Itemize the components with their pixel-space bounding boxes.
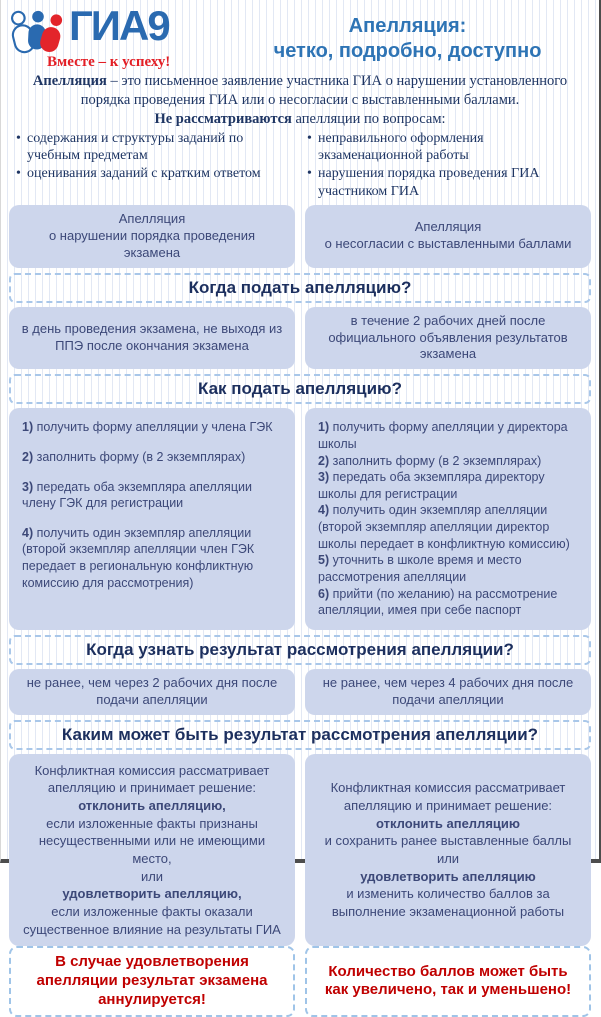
result-line: Конфликтная комиссия рассматривает апелляцию и принимает решение:	[34, 762, 270, 796]
step-text: передать оба экземпляра директору школы для регистрации	[318, 470, 545, 501]
result-line: и изменить количество баллов за выполнение экзаменационной работы	[331, 886, 565, 919]
step-number: 3)	[318, 470, 330, 485]
bullet-list-left	[13, 130, 296, 201]
bullet-item: • неправильного оформления экзаменационной работы	[304, 130, 587, 165]
step-text: передать оба экземпляра апелляции члену ГЭК для регистрации	[22, 479, 252, 511]
appeal-type-box-right	[305, 205, 591, 268]
warning-row	[9, 946, 591, 1016]
step-item	[22, 419, 282, 436]
intro-lead-text: – это письменное заявление участника ГИА о нарушении установленного порядка проведения ГИА или о несогласии с выставленными баллами.	[80, 73, 568, 108]
appeal-type-row	[9, 205, 591, 268]
not-considered-term: Не рассматриваются	[154, 110, 292, 127]
appeal-type-right-line2: о несогласии с выставленными баллами	[324, 236, 572, 252]
result-box-left	[9, 754, 295, 947]
step-number: 4)	[318, 503, 330, 518]
result-line: если изложенные факты признаны несущественными или не имеющими место,	[38, 815, 266, 866]
step-item	[22, 479, 282, 512]
step-number: 1)	[22, 420, 34, 435]
logo-text: ГИА9	[69, 2, 169, 49]
appeal-type-left-line1: Апелляция	[118, 210, 186, 226]
result-line: и сохранить ранее выставленные баллы	[324, 833, 572, 849]
warning-box-left: В случае удовлетворения апелляции результат экзамена аннулируется!	[9, 946, 295, 1016]
steps-box-left	[9, 408, 295, 630]
when-result-row	[9, 669, 591, 715]
result-line: или	[140, 868, 164, 884]
page-title	[224, 6, 591, 64]
appeal-type-left-line2: о нарушении порядка проведения экзамена	[48, 227, 256, 260]
step-item	[318, 502, 578, 552]
section-header-when-result: Когда узнать результат рассмотрения апелляции?	[9, 635, 591, 665]
bullet-item: • нарушения порядка проведения ГИА участником ГИА	[304, 165, 587, 200]
step-text: получить форму апелляции у члена ГЭК	[33, 420, 273, 435]
not-considered-text: апелляции по вопросам:	[291, 110, 446, 127]
step-text: уточнить в школе время и место рассмотрения апелляции	[318, 553, 522, 584]
warning-box-right: Количество баллов может быть как увеличено, так и уменьшено!	[305, 946, 591, 1016]
step-number: 2)	[22, 449, 34, 464]
result-line: отклонить апелляцию	[376, 815, 520, 831]
steps-box-right	[305, 408, 591, 630]
gia9-logo	[9, 2, 224, 71]
result-line: если изложенные факты оказали существенное влияние на результаты ГИА	[23, 903, 281, 937]
result-line: или	[436, 850, 460, 866]
step-text: заполнить форму (в 2 экземплярах)	[329, 453, 542, 468]
how-submit-row	[9, 408, 591, 630]
not-considered-bullets	[13, 130, 587, 201]
intro-paragraph	[9, 72, 591, 129]
step-text: получить один экземпляр апелляции (второй экземпляр апелляции директор школы передает в конфликтную комиссию)	[318, 503, 570, 551]
header	[9, 2, 591, 70]
step-number: 5)	[318, 553, 330, 568]
result-box-right	[305, 754, 591, 947]
section-header-what-result: Каким может быть результат рассмотрения апелляции?	[9, 720, 591, 750]
result-line: удовлетворить апелляцию,	[62, 886, 242, 902]
when-submit-row	[9, 307, 591, 370]
step-text: прийти (по желанию) на рассмотрение апелляции, имея при себе паспорт	[318, 586, 558, 618]
when-submit-box-right: в течение 2 рабочих дней после официального объявления результатов экзамена	[305, 307, 591, 370]
when-result-box-right: не ранее, чем через 4 рабочих дня после подачи апелляции	[305, 669, 591, 715]
step-number: 2)	[318, 453, 330, 468]
title-line-2: четко, подробно, доступно	[273, 40, 542, 62]
step-item	[318, 453, 578, 470]
result-line: Конфликтная комиссия рассматривает апелляцию и принимает решение:	[330, 780, 566, 813]
bullet-item: • оценивания заданий с кратким ответом	[13, 165, 296, 182]
step-text: заполнить форму (в 2 экземплярах)	[33, 449, 246, 464]
bullet-list-right	[304, 130, 587, 201]
step-text: получить форму апелляции у директора школы	[318, 420, 568, 451]
logo-slogan: Вместе – к успеху!	[47, 54, 171, 70]
step-number: 6)	[318, 586, 330, 601]
step-number: 1)	[318, 420, 330, 435]
what-result-row	[9, 754, 591, 947]
result-line: отклонить апелляцию,	[78, 797, 226, 813]
when-submit-box-left: в день проведения экзамена, не выходя из ППЭ после окончания экзамена	[9, 307, 295, 370]
step-item	[22, 525, 282, 592]
title-line-1: Апелляция:	[348, 15, 467, 37]
step-item	[318, 469, 578, 502]
result-line: удовлетворить апелляцию	[360, 868, 536, 884]
step-number: 3)	[22, 479, 34, 494]
step-item	[22, 449, 282, 466]
step-item	[318, 586, 578, 619]
step-text: получить один экземпляр апелляции (второй экземпляр апелляции член ГЭК передает в региональную конфликтную комиссию для рассмотрения)	[22, 525, 255, 590]
appeal-type-right-line1: Апелляция	[414, 219, 482, 235]
intro-lead-term: Апелляция	[32, 73, 107, 89]
section-header-how-submit: Как подать апелляцию?	[9, 374, 591, 404]
step-number: 4)	[22, 525, 34, 540]
appeal-type-box-left	[9, 205, 295, 268]
section-header-when-submit: Когда подать апелляцию?	[9, 273, 591, 303]
step-item	[318, 419, 578, 452]
when-result-box-left: не ранее, чем через 2 рабочих дня после подачи апелляции	[9, 669, 295, 715]
step-item	[318, 552, 578, 585]
bullet-item: • содержания и структуры заданий по учебным предметам	[13, 130, 296, 165]
